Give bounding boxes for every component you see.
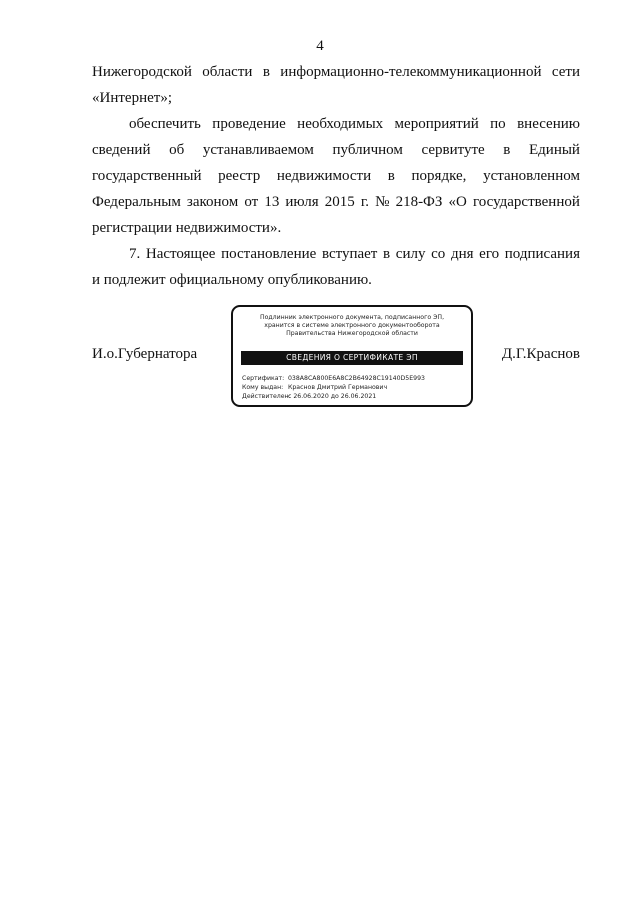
word: внесению <box>517 116 580 132</box>
word: установленном <box>483 168 580 184</box>
text-line <box>92 111 580 137</box>
text-line: «Интернет»; <box>92 90 172 106</box>
word: устанавливаемом <box>202 142 314 158</box>
text-line <box>92 163 580 189</box>
word: его <box>479 246 500 262</box>
text-line <box>92 137 580 163</box>
word: Федеральным <box>92 194 181 210</box>
word: публичном <box>332 142 403 158</box>
validity-value: с 26.06.2020 до 26.06.2021 <box>287 393 377 400</box>
word: государственной <box>472 194 580 210</box>
word: вступает <box>321 246 378 262</box>
word: области <box>202 64 253 80</box>
word: силу <box>395 246 426 262</box>
word: об <box>169 142 185 158</box>
validity-row <box>242 392 425 401</box>
text-line: и подлежит официальному опубликованию. <box>92 272 372 288</box>
word: сведений <box>92 142 151 158</box>
paragraph-entry-into-force <box>92 241 580 293</box>
word: 218-ФЗ <box>395 194 443 210</box>
word: обеспечить <box>129 116 201 132</box>
stamp-title-bar: СВЕДЕНИЯ О СЕРТИФИКАТЕ ЭП <box>241 351 463 365</box>
word: в <box>383 246 391 262</box>
stamp-header <box>233 314 471 338</box>
word: 7. <box>129 246 141 262</box>
text-line <box>92 59 580 85</box>
word: от <box>244 194 259 210</box>
word: июля <box>285 194 319 210</box>
word: сервитуте <box>421 142 485 158</box>
certificate-details <box>242 374 425 401</box>
word: Единый <box>529 142 580 158</box>
word: по <box>490 116 506 132</box>
word: законом <box>186 194 239 210</box>
word: в <box>387 168 395 184</box>
word: 2015 <box>324 194 355 210</box>
word: недвижимости <box>276 168 372 184</box>
issued-to-label: Кому выдан: <box>242 384 284 391</box>
word: «О <box>448 194 467 210</box>
signer-position: И.о.Губернатора <box>92 346 198 362</box>
certificate-row <box>242 374 425 383</box>
paragraph-registry-measures <box>92 111 580 241</box>
word: Нижегородской <box>92 64 192 80</box>
word: порядке, <box>411 168 467 184</box>
validity-label: Действителен: <box>242 393 291 400</box>
stamp-header-line: Правительства Нижегородской области <box>286 330 418 337</box>
certificate-value: 038A8CA800E6A8C2B64928C19140D5E993 <box>287 375 425 382</box>
word: в <box>262 64 270 80</box>
word: со <box>431 246 446 262</box>
word: 13 <box>264 194 280 210</box>
word: г. <box>360 194 370 210</box>
word: дня <box>450 246 474 262</box>
page-number: 4 <box>316 38 324 54</box>
word: проведение <box>212 116 286 132</box>
word: государственный <box>92 168 202 184</box>
word: сети <box>551 64 580 80</box>
text-line <box>92 189 580 215</box>
word: реестр <box>218 168 261 184</box>
word: в <box>503 142 511 158</box>
word: Настоящее <box>145 246 216 262</box>
word: необходимых <box>297 116 384 132</box>
word: № <box>375 194 390 210</box>
word: информационно-телекоммуникационной <box>280 64 542 80</box>
word: подписания <box>504 246 580 262</box>
digital-signature-stamp <box>231 305 473 407</box>
issued-to-value: Краснов Дмитрий Германович <box>287 384 388 391</box>
signer-name: Д.Г.Краснов <box>501 346 580 362</box>
issued-to-row <box>242 383 425 392</box>
word: мероприятий <box>394 116 479 132</box>
word: постановление <box>221 246 317 262</box>
certificate-label: Сертификат: <box>242 375 285 382</box>
stamp-header-line: хранится в системе электронного документооборота <box>264 322 440 329</box>
stamp-header-line: Подлинник электронного документа, подписанного ЭП, <box>259 314 445 321</box>
text-line: регистрации недвижимости». <box>92 220 282 236</box>
text-line <box>92 241 580 267</box>
paragraph-internet-publication <box>92 59 580 111</box>
